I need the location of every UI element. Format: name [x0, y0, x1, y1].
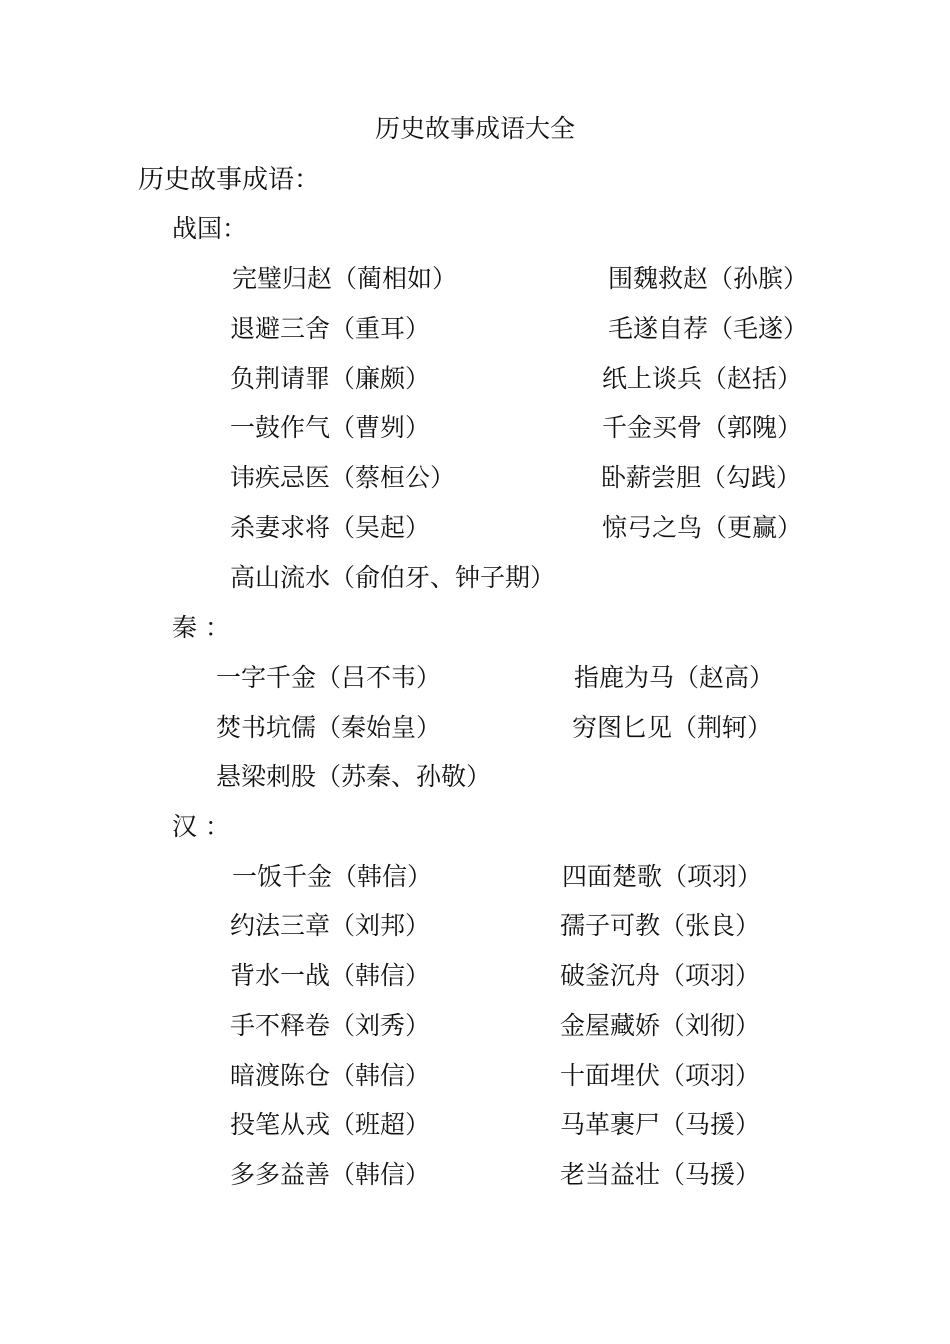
idiom-item: 老当益壮（马援）	[560, 1160, 761, 1189]
idiom-item: 约法三章（刘邦）	[230, 911, 431, 940]
idiom-item: 十面埋伏（项羽）	[560, 1061, 761, 1090]
idiom-item: 高山流水（俞伯牙、钟子期）	[230, 563, 556, 592]
idiom-item: 负荆请罪（廉颇）	[230, 364, 431, 393]
idiom-item: 纸上谈兵（赵括）	[602, 364, 803, 393]
idiom-item: 暗渡陈仓（韩信）	[230, 1061, 431, 1090]
idiom-item: 惊弓之鸟（更赢）	[602, 513, 803, 542]
idiom-item: 指鹿为马（赵高）	[574, 663, 775, 692]
idiom-item: 背水一战（韩信）	[230, 961, 431, 990]
idiom-item: 完璧归赵（蔺相如）	[232, 264, 458, 293]
idiom-item: 穷图匕见（荆轲）	[572, 713, 773, 742]
idiom-item: 投笔从戎（班超）	[230, 1110, 431, 1139]
idiom-item: 卧薪尝胆（勾践）	[601, 463, 802, 492]
idiom-item: 讳疾忌医（蔡桓公）	[230, 463, 456, 492]
document-title: 历史故事成语大全	[374, 114, 575, 143]
idiom-item: 一字千金（吕不韦）	[216, 663, 442, 692]
section-heading: 历史故事成语：	[138, 165, 321, 195]
idiom-item: 悬梁刺股（苏秦、孙敬）	[216, 762, 492, 791]
idiom-item: 千金买骨（郭隗）	[602, 413, 803, 442]
idiom-item: 一鼓作气（曹刿）	[230, 413, 431, 442]
idiom-item: 马革裹尸（马援）	[560, 1110, 761, 1139]
idiom-item: 四面楚歌（项羽）	[562, 862, 763, 891]
idiom-item: 一饭千金（韩信）	[232, 862, 433, 891]
idiom-item: 围魏救赵（孙膑）	[608, 264, 809, 293]
idiom-item: 孺子可教（张良）	[560, 911, 761, 940]
era-label-qin: 秦 ：	[172, 613, 230, 642]
idiom-item: 手不释卷（刘秀）	[230, 1011, 431, 1040]
era-label-zhanguo: 战国：	[172, 214, 248, 243]
idiom-item: 毛遂自荐（毛遂）	[608, 314, 809, 343]
idiom-item: 杀妻求将（吴起）	[230, 513, 431, 542]
idiom-item: 金屋藏娇（刘彻）	[560, 1011, 761, 1040]
idiom-item: 多多益善（韩信）	[230, 1160, 431, 1189]
idiom-item: 破釜沉舟（项羽）	[560, 961, 761, 990]
idiom-item: 焚书坑儒（秦始皇）	[216, 713, 442, 742]
idiom-item: 退避三舍（重耳）	[230, 314, 431, 343]
era-label-han: 汉 ：	[172, 812, 230, 841]
